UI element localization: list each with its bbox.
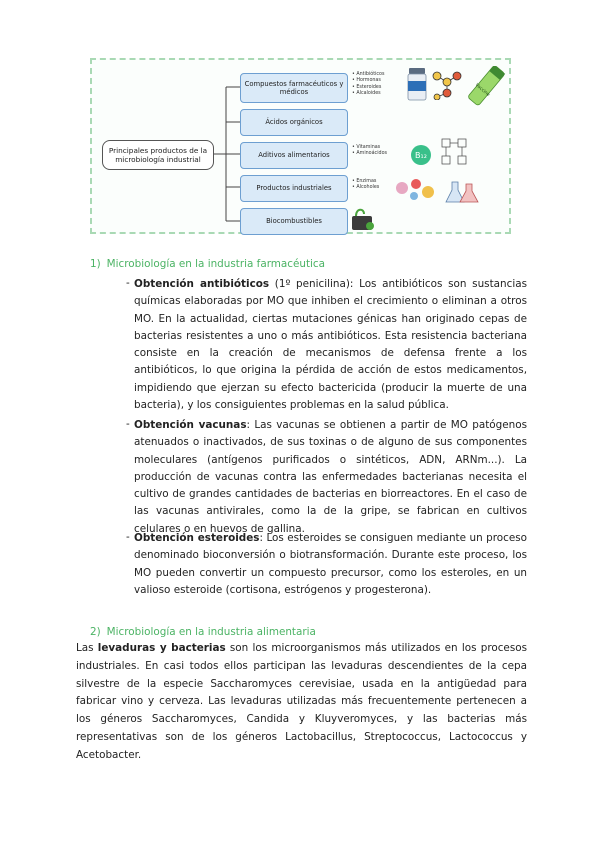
item-vaccines-title: Obtención vacunas [134, 419, 247, 431]
item-vaccines-text: : Las vacunas se obtienen a partir de MO patógenos atenuados o inactivados, de sus toxinas o de alguno de sus componentes moleculares (antígenos purificados o sintéticos, ADN, ARNm...). La producción de vacunas contra las enfermedades bacterianas necesita el cultivo de grandes cantidades de bacterias en biorreactores. En el caso de las vacunas antivirales, como la de la gripe, se fabrican en cultivos celulares o en huevos de gallina. [134, 419, 528, 535]
bullet-dash: - [126, 277, 130, 289]
section2-title: Microbiología en la industria alimentaria [106, 626, 316, 638]
node-food-additives: Aditivos alimentarios [240, 142, 348, 169]
item-antibiotics-title: Obtención antibióticos [134, 278, 270, 290]
bullet-item: • Hormonas [352, 78, 385, 84]
bullet-dash: - [126, 418, 130, 430]
bullet-item: • Alcoholes [352, 185, 379, 191]
item-steroids-text: : Los esteroides se consiguen mediante un proceso denominado bioconversión o biotransformación. Durante este proceso, los MO pueden convertir un compuesto precursor, como los esteroles, en un valioso esteroide (cortisona, estrógenos y progesterona). [134, 532, 527, 596]
biofuel-icon [350, 206, 378, 232]
section2-number: 2) [90, 626, 101, 638]
bullet-item: • Aminoácidos [352, 151, 387, 157]
section1-heading [90, 258, 325, 270]
section1-title: Microbiología en la industria farmacéutica [106, 258, 326, 270]
diagram-root: Principales productos de la microbiología industrial [102, 140, 214, 170]
bullet-item: • Vitaminas [352, 145, 387, 151]
industrial-bullets [352, 179, 379, 192]
item-antibiotics-text: (1º penicilina): Los antibióticos son sustancias químicas elaboradas por MO que inhiben el crecimiento o eliminan a otros MO. En la actualidad, ciertas mutaciones génicas han originado cepas de bacterias resistentes a uno o más antibióticos. Esta resistencia bacteriana consiste en la creación de mecanismos de defensa frente a los antibióticos, lo que origina la pérdida de acción de estos medicamentos, impidiendo que ejerzan su efecto bactericida (producir la muerte de una bacteria), y los consiguientes problemas en la salud pública. [134, 278, 527, 412]
additives-bullets [352, 145, 387, 158]
section2-heading [90, 626, 316, 638]
products-diagram [90, 58, 511, 234]
node-industrial-products: Productos industriales [240, 175, 348, 202]
enzymes-icon [392, 174, 442, 204]
item-vaccines [134, 417, 527, 538]
node-organic-acids: Ácidos orgánicos [240, 109, 348, 136]
tube-label: Vaccine [473, 82, 491, 98]
flask-icon [442, 178, 482, 206]
pharma-bullets [352, 72, 385, 98]
section2-paragraph [76, 640, 527, 765]
node-biofuels: Biocombustibles [240, 208, 348, 235]
node-pharma: Compuestos farmacéuticos y médicos [240, 73, 348, 103]
section2-text-after: son los microorganismos más utilizados en los procesos industriales. En casi todos ellos participan las levaduras descendientes de la cepa silvestre de la especie Saccharomyces cerevisiae, usada en la antigüedad para fabricar vino y cerveza. Las levaduras utilizadas más frecuentemente pertenecen a los géneros Saccharomyces, Candida y Kluyveromyces, y las bacterias más representativas son de los géneros Lactobacillus, Streptococcus, Lactococcus y Acetobacter. [76, 642, 528, 761]
bullet-dash: - [126, 531, 130, 543]
section1-number: 1) [90, 258, 101, 270]
vitamin-label: B₁₂ [415, 151, 427, 160]
bullet-item: • Alcaloides [352, 91, 385, 97]
item-steroids-title: Obtención esteroides [134, 532, 260, 544]
molecule-icon [429, 68, 465, 100]
item-antibiotics [134, 276, 527, 414]
vaccine-tube-icon [464, 66, 506, 108]
section2-bold: levaduras y bacterias [97, 642, 226, 654]
medicine-bottle-icon [406, 66, 428, 102]
amino-acid-structure-icon [438, 136, 474, 170]
section2-text-before: Las [76, 642, 98, 654]
bullet-item: • Antibióticos [352, 72, 385, 78]
item-steroids [134, 530, 527, 599]
bullet-item: • Esteroides [352, 85, 385, 91]
bullet-item: • Enzimas [352, 179, 379, 185]
vitamin-b12-icon [410, 144, 432, 166]
